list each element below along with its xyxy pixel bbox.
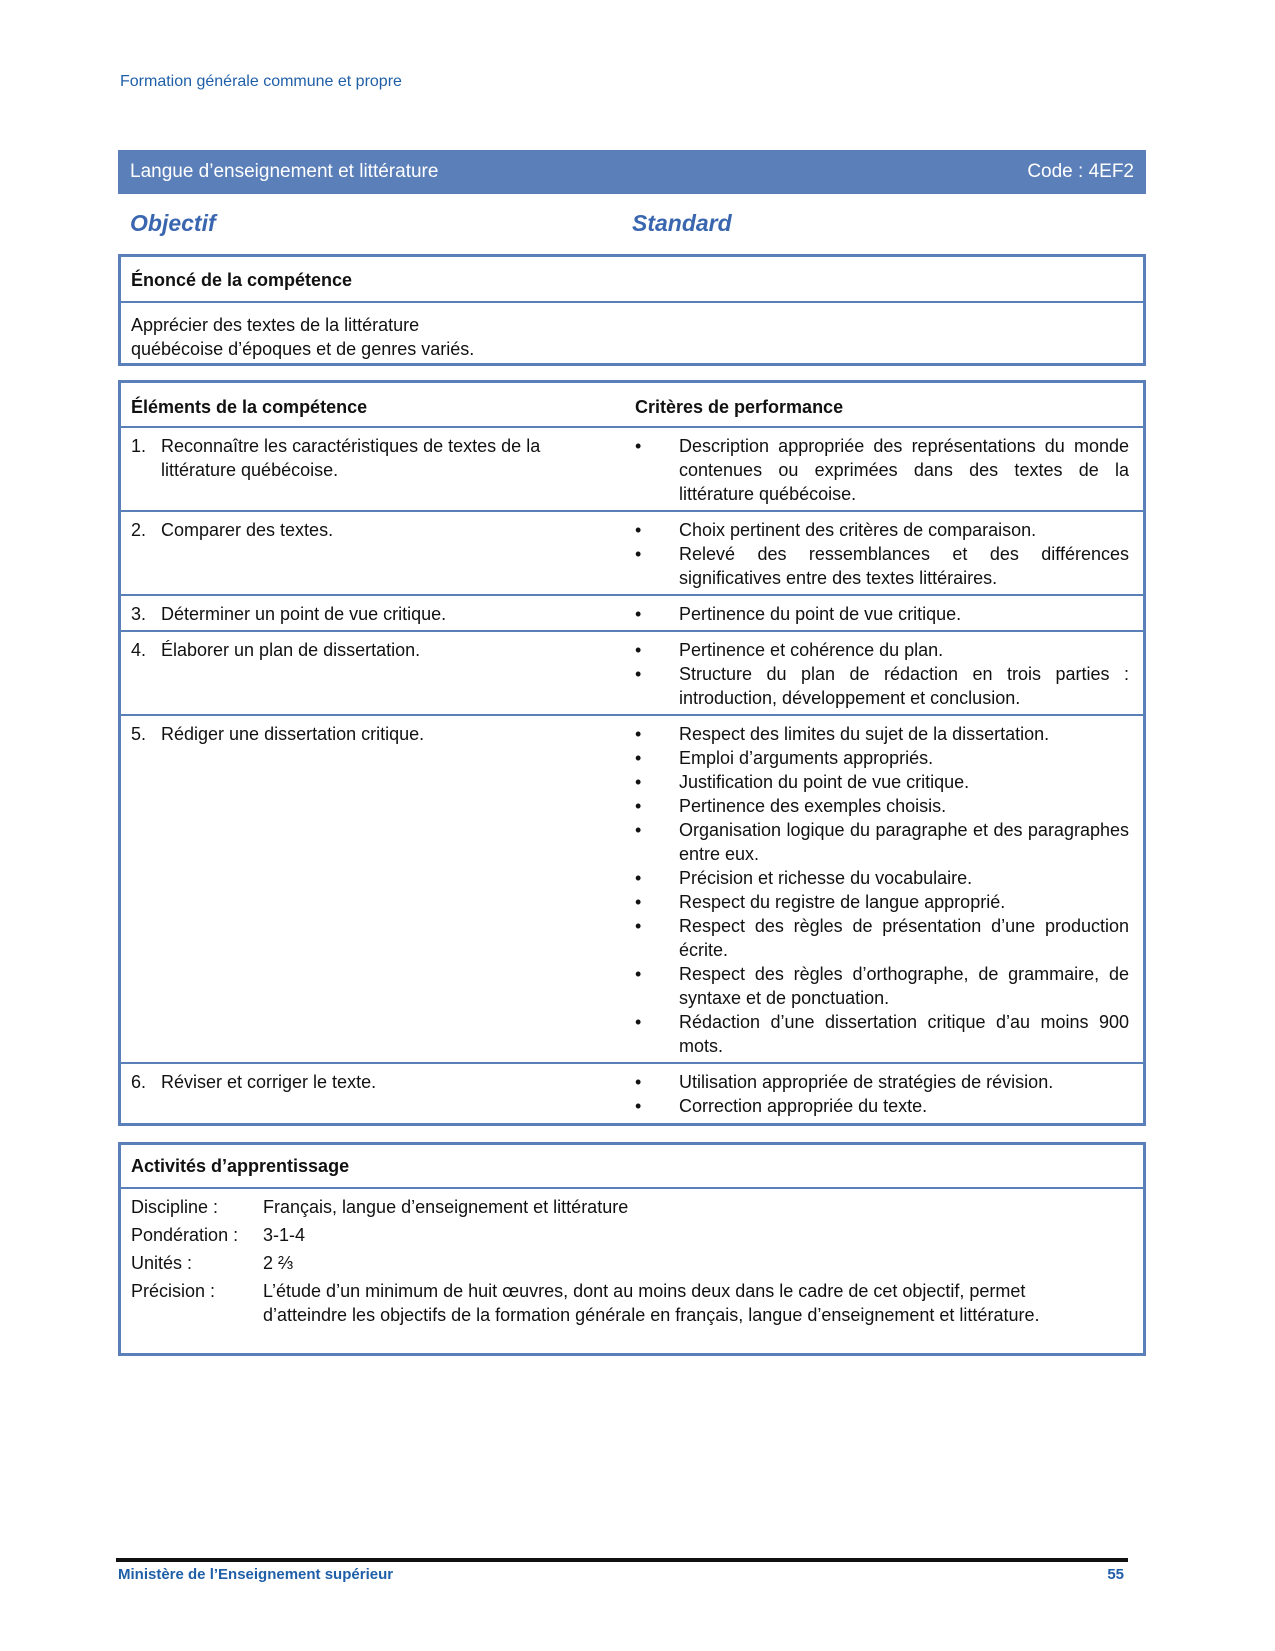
element-text: Réviser et corriger le texte. [161,1072,377,1092]
bullet-icon: • [635,748,642,768]
units-row [131,1251,1133,1275]
bullet-icon: • [635,772,642,792]
element-number: 3. [131,604,147,624]
precision-row [131,1279,1133,1327]
criteria-cell [635,427,1143,511]
activities-content [121,1189,1143,1327]
element-number: 6. [131,1072,147,1092]
criterion-text: Respect du registre de langue approprié. [679,892,1006,912]
criterion-item [635,914,1143,962]
bullet-icon: • [635,604,642,624]
table-row [121,427,1143,511]
criteria-cell [635,631,1143,715]
precision-label: Précision : [131,1281,216,1301]
criterion-item [635,662,1143,710]
criterion-item [635,866,1143,890]
col-header-elements: Éléments de la compétence [131,397,368,417]
element-cell [121,1063,635,1122]
criterion-item [635,638,1143,662]
bullet-icon: • [635,820,642,840]
criterion-text: Correction appropriée du texte. [679,1096,928,1116]
element-number: 1. [131,436,147,456]
standard-label: Standard [632,210,732,236]
table-row [121,1063,1143,1122]
bullet-icon: • [635,544,642,564]
competence-element [131,638,635,662]
title-bar [118,150,1146,194]
competence-statement-line: québécoise d’époques et de genres variés. [131,339,475,359]
bullet-icon: • [635,1096,642,1116]
competence-element [131,602,635,626]
bullet-icon: • [635,964,642,984]
criterion-text: Respect des règles d’orthographe, de grammaire, de syntaxe et de ponctuation. [679,964,1129,1008]
element-cell [121,427,635,511]
units-label: Unités : [131,1253,193,1273]
element-text: Déterminer un point de vue critique. [161,604,447,624]
discipline-value: Français, langue d’enseignement et littérature [263,1197,629,1217]
criterion-text: Précision et richesse du vocabulaire. [679,868,973,888]
footer-rule [116,1558,1128,1562]
criterion-text: Description appropriée des représentations du monde contenues ou exprimées dans des textes de la littérature québécoise. [679,436,1129,504]
criterion-item [635,1010,1143,1058]
bullet-icon: • [635,724,642,744]
objective-label: Objectif [130,210,216,236]
criterion-text: Structure du plan de rédaction en trois parties : introduction, développement et conclusion. [679,664,1129,708]
competence-element [131,518,635,542]
element-cell [121,595,635,631]
element-cell [121,631,635,715]
footer [118,1566,1124,1583]
col-header-criteria: Critères de performance [635,397,844,417]
precision-value: L’étude d’un minimum de huit œuvres, dont au moins deux dans le cadre de cet objectif, permet d’atteindre les objectifs de la formation générale en français, langue d’enseignement et littérature. [263,1281,1040,1325]
table-row [121,511,1143,595]
criteria-cell [635,1063,1143,1122]
element-text: Rédiger une dissertation critique. [161,724,425,744]
objective-standard-row [130,210,1130,244]
units-value: 2 ⅔ [263,1253,294,1273]
weighting-label: Pondération : [131,1225,239,1245]
element-cell [121,715,635,1063]
criterion-text: Respect des limites du sujet de la dissertation. [679,724,1050,744]
competence-heading: Énoncé de la compétence [121,257,1143,303]
criterion-text: Emploi d’arguments appropriés. [679,748,934,768]
bullet-icon: • [635,916,642,936]
element-text: Comparer des textes. [161,520,334,540]
competence-statement [121,303,1143,361]
bullet-icon: • [635,892,642,912]
bullet-icon: • [635,1072,642,1092]
bullet-icon: • [635,640,642,660]
course-title: Langue d’enseignement et littérature [130,161,439,182]
criterion-text: Rédaction d’une dissertation critique d’au moins 900 mots. [679,1012,1129,1056]
bullet-icon: • [635,664,642,684]
element-number: 5. [131,724,147,744]
criteria-cell [635,595,1143,631]
activities-heading: Activités d’apprentissage [121,1145,1143,1189]
element-text: Élaborer un plan de dissertation. [161,640,421,660]
competence-element [131,722,635,746]
competence-element [131,1070,635,1094]
bullet-icon: • [635,1012,642,1032]
criterion-item [635,434,1143,506]
bullet-icon: • [635,520,642,540]
discipline-label: Discipline : [131,1197,219,1217]
table-header-row [121,383,1143,427]
bullet-icon: • [635,796,642,816]
criterion-text: Pertinence du point de vue critique. [679,604,962,624]
criterion-text: Utilisation appropriée de stratégies de révision. [679,1072,1054,1092]
criterion-item [635,722,1143,746]
section-header: Formation générale commune et propre [120,73,402,90]
criterion-text: Choix pertinent des critères de comparaison. [679,520,1037,540]
element-number: 2. [131,520,147,540]
criterion-text: Organisation logique du paragraphe et des paragraphes entre eux. [679,820,1129,864]
competence-element [131,434,635,482]
criterion-item [635,746,1143,770]
page-number: 55 [1107,1566,1124,1583]
criteria-cell [635,715,1143,1063]
element-number: 4. [131,640,147,660]
criteria-cell [635,511,1143,595]
criterion-text: Pertinence des exemples choisis. [679,796,947,816]
criterion-item [635,602,1143,626]
elements-criteria-table [121,383,1143,1122]
activities-box [118,1142,1146,1356]
footer-ministry: Ministère de l’Enseignement supérieur [118,1566,394,1583]
elements-criteria-box [118,380,1146,1126]
criterion-text: Pertinence et cohérence du plan. [679,640,944,660]
element-cell [121,511,635,595]
criterion-text: Relevé des ressemblances et des différences significatives entre des textes littéraires. [679,544,1129,588]
weighting-row [131,1223,1133,1247]
table-row [121,631,1143,715]
criterion-item [635,890,1143,914]
course-code: Code : 4EF2 [1027,161,1134,182]
table-row [121,715,1143,1063]
element-text: Reconnaître les caractéristiques de textes de la littérature québécoise. [161,436,541,480]
criterion-item [635,518,1143,542]
criterion-item [635,962,1143,1010]
criterion-item [635,1070,1143,1094]
weighting-value: 3-1-4 [263,1225,306,1245]
criterion-item [635,794,1143,818]
discipline-row [131,1195,1133,1219]
criterion-text: Justification du point de vue critique. [679,772,970,792]
criterion-text: Respect des règles de présentation d’une production écrite. [679,916,1129,960]
table-row [121,595,1143,631]
bullet-icon: • [635,436,642,456]
criterion-item [635,818,1143,866]
criterion-item [635,770,1143,794]
competence-statement-line: Apprécier des textes de la littérature [131,315,420,335]
bullet-icon: • [635,868,642,888]
criterion-item [635,542,1143,590]
competence-box [118,254,1146,366]
criterion-item [635,1094,1143,1118]
